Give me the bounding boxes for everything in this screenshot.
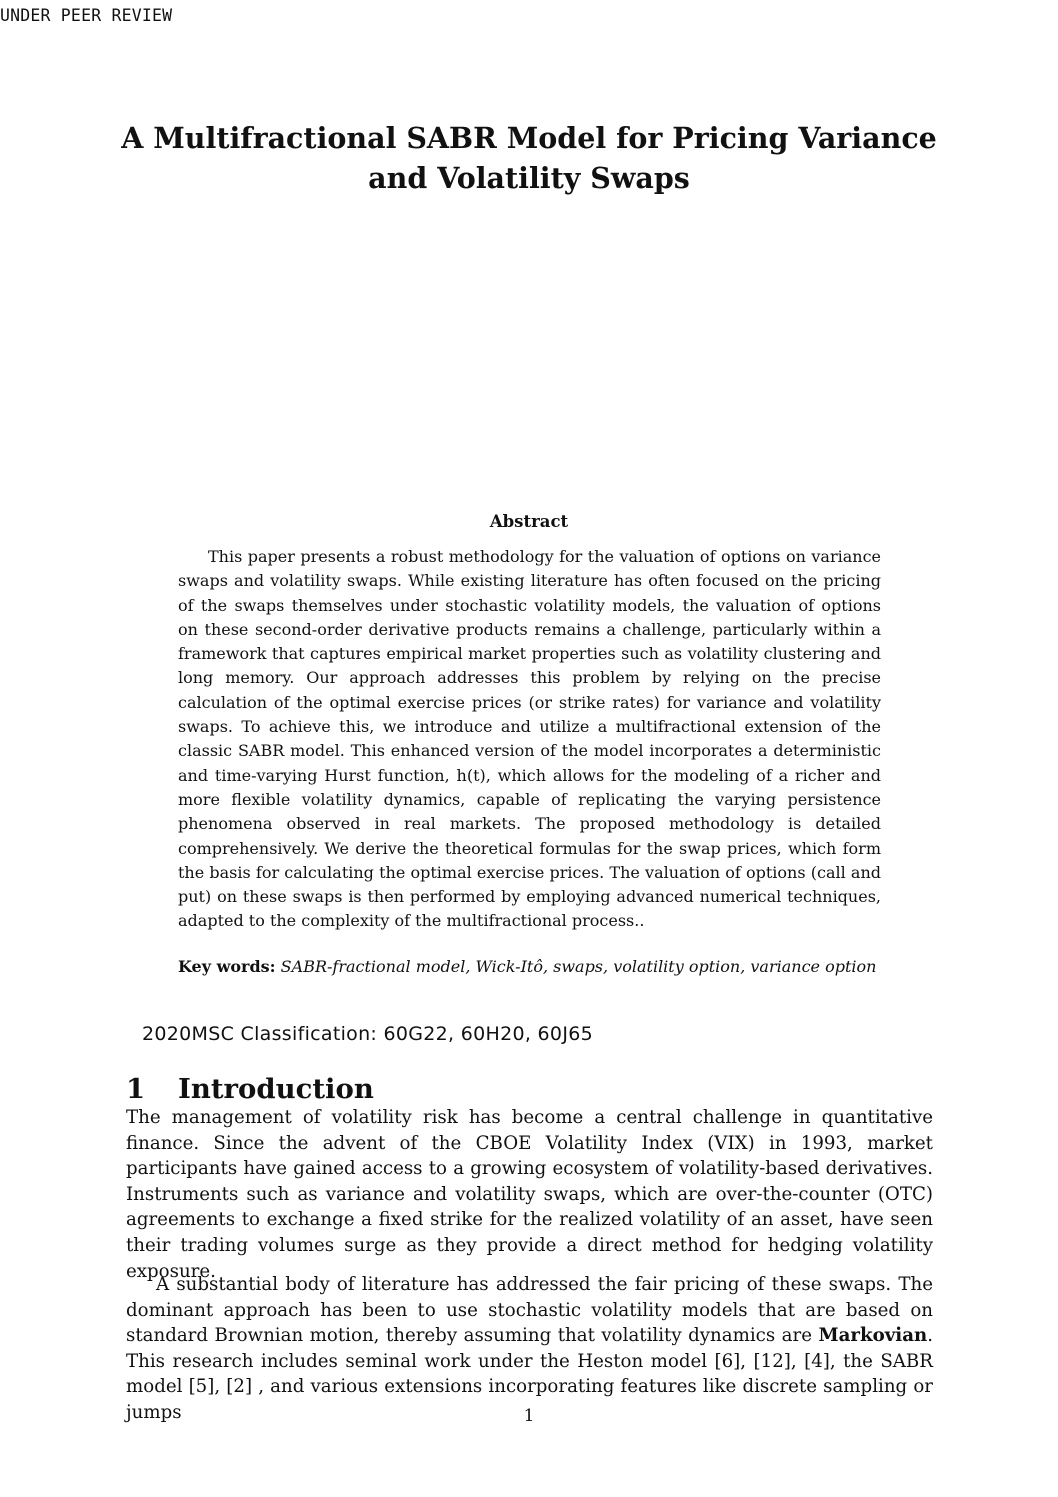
markovian-emphasis: Markovian xyxy=(818,1325,928,1347)
peer-review-watermark: UNDER PEER REVIEW xyxy=(0,6,173,25)
keywords xyxy=(178,955,881,979)
paragraph-2-text-after: . This research includes seminal work under the Heston model [6], [12], [4], the SABR model [5], [2] , and various extensions incorporating features like discrete sampling or jumps xyxy=(126,1325,933,1423)
paragraph-2-text-before: A substantial body of literature has addressed the fair pricing of these swaps. The dominant approach has been to use stochastic volatility models that are based on standard Brownian motion, thereby assuming that volatility dynamics are xyxy=(126,1274,933,1347)
intro-paragraph-2 xyxy=(126,1272,933,1426)
paper-title: A Multifractional SABR Model for Pricing Variance and Volatility Swaps xyxy=(121,121,937,195)
keywords-text: SABR-fractional model, Wick-Itô, swaps, volatility option, variance option xyxy=(280,957,877,976)
keywords-label: Key words: xyxy=(178,957,276,976)
abstract-body: This paper presents a robust methodology for the valuation of options on variance swaps and volatility swaps. While existing literature has often focused on the pricing of the swaps themselves under stochastic volatility models, the valuation of options on these second-order derivative products remains a challenge, particularly within a framework that captures empirical market properties such as volatility clustering and long memory. Our approach addresses this problem by relying on the precise calculation of the optimal exercise prices (or strike rates) for variance and volatility swaps. To achieve this, we introduce and utilize a multifractional extension of the classic SABR model. This enhanced version of the model incorporates a deterministic and time-varying Hurst function, h(t), which allows for the modeling of a richer and more flexible volatility dynamics, capable of replicating the varying persistence phenomena observed in real markets. The proposed methodology is detailed comprehensively. We derive the theoretical formulas for the swap prices, which form the basis for calculating the optimal exercise prices. The valuation of options (call and put) on these swaps is then performed by employing advanced numerical techniques, adapted to the complexity of the multifractional process.. xyxy=(178,547,881,931)
section-heading-introduction xyxy=(126,1073,374,1105)
section-number: 1 xyxy=(126,1073,146,1105)
intro-paragraph-1: The management of volatility risk has become a central challenge in quantitative finance. Since the advent of the CBOE Volatility Index (VIX) in 1993, market participants have gained access to a growing ecosystem of volatility-based derivatives. Instruments such as variance and volatility swaps, which are over-the-counter (OTC) agreements to exchange a fixed strike for the realized volatility of an asset, have seen their trading volumes surge as they provide a direct method for hedging volatility exposure. xyxy=(126,1107,933,1282)
abstract-heading: Abstract xyxy=(489,512,569,531)
section-title: Introduction xyxy=(178,1073,374,1105)
page-number: 1 xyxy=(523,1406,535,1426)
msc-classification: 2020MSC Classification: 60G22, 60H20, 60J65 xyxy=(142,1023,594,1045)
